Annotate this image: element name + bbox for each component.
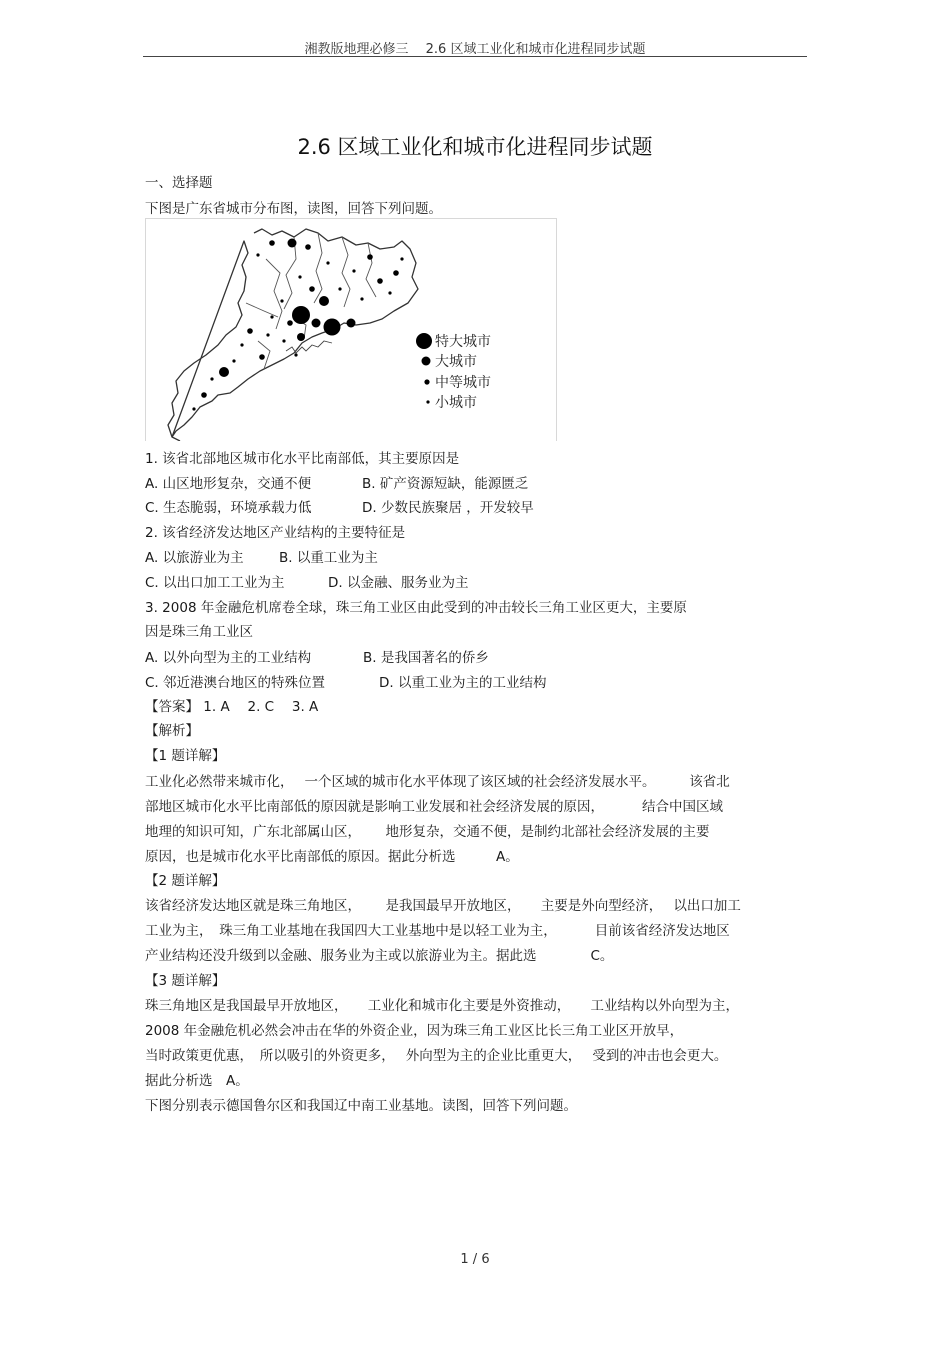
small-city-dot xyxy=(388,291,391,294)
legend-medium-city-label: 中等城市 xyxy=(435,375,491,391)
section-label: 一、选择题 xyxy=(145,175,213,191)
next-section-intro: 下图分别表示德国鲁尔区和我国辽中南工业基地。读图，回答下列问题。 xyxy=(145,1098,577,1114)
legend-small-city-label: 小城市 xyxy=(435,395,477,411)
question-3-option-c: C. 邻近港澳台地区的特殊位置 xyxy=(145,675,326,691)
map-intro: 下图是广东省城市分布图，读图，回答下列问题。 xyxy=(145,201,442,217)
medium-city-dot xyxy=(287,320,293,326)
detail-3-line: 珠三角地区是我国最早开放地区， 工业化和城市化主要是外资推动， 工业结构以外向型为主， xyxy=(145,998,739,1014)
question-2-stem: 2. 该省经济发达地区产业结构的主要特征是 xyxy=(145,525,406,541)
analysis-label: 【解析】 xyxy=(145,723,199,739)
small-city-dot xyxy=(298,275,301,278)
question-1-option-a: A. 山区地形复杂，交通不便 xyxy=(145,476,312,492)
small-city-dot xyxy=(210,377,213,380)
megacity-dot xyxy=(292,306,310,324)
large-city-dot xyxy=(347,319,356,328)
small-city-dot xyxy=(400,257,403,260)
large-city-dot xyxy=(319,296,329,306)
medium-city-dot xyxy=(201,392,207,398)
large-city-dot xyxy=(219,367,229,377)
small-city-dot xyxy=(256,253,259,256)
medium-city-dot xyxy=(269,240,275,246)
medium-city-dot xyxy=(377,278,383,284)
question-2-option-d: D. 以金融、服务业为主 xyxy=(328,575,469,591)
detail-3-line: 2008 年金融危机必然会冲击在华的外资企业，因为珠三角工业区比长三角工业区开放早， xyxy=(145,1023,684,1039)
megacity-dot xyxy=(324,319,341,336)
detail-1-label: 【1 题详解】 xyxy=(145,748,226,764)
detail-2-label: 【2 题详解】 xyxy=(145,873,226,889)
legend-megacity-symbol xyxy=(416,333,432,349)
small-city-dot xyxy=(192,407,195,410)
small-city-dot xyxy=(338,287,341,290)
detail-3-line: 据此分析选 A。 xyxy=(145,1073,249,1089)
small-city-dot xyxy=(294,353,297,356)
small-city-dot xyxy=(326,261,329,264)
question-1-option-c: C. 生态脆弱，环境承载力低 xyxy=(145,500,312,516)
question-3-stem-line1: 3. 2008 年金融危机席卷全球，珠三角工业区由此受到的冲击较长三角工业区更大，主要原 xyxy=(145,600,687,616)
page-number: 1 / 6 xyxy=(460,1252,490,1267)
question-3-option-d: D. 以重工业为主的工业结构 xyxy=(379,675,547,691)
question-3-option-a: A. 以外向型为主的工业结构 xyxy=(145,650,312,666)
internal-boundaries xyxy=(246,233,376,369)
header-rule xyxy=(143,56,807,57)
small-city-dot xyxy=(282,339,285,342)
question-1-option-b: B. 矿产资源短缺，能源匮乏 xyxy=(362,476,529,492)
detail-2-line: 工业为主， 珠三角工业基地在我国四大工业基地中是以轻工业为主， 目前该省经济发达地区 xyxy=(145,923,730,939)
province-outline xyxy=(168,229,418,441)
legend-medium-city-symbol xyxy=(424,379,429,384)
detail-1-line: 原因，也是城市化水平比南部低的原因。据此分析选 A。 xyxy=(145,849,519,865)
question-1-stem: 1. 该省北部地区城市化水平比南部低，其主要原因是 xyxy=(145,451,460,467)
detail-2-line: 该省经济发达地区就是珠三角地区， 是我国最早开放地区， 主要是外向型经济， 以出口加工 xyxy=(145,898,741,914)
detail-3-line: 当时政策更优惠， 所以吸引的外资更多， 外向型为主的企业比重更大， 受到的冲击也会更大。 xyxy=(145,1048,728,1064)
detail-1-line: 部地区城市化水平比南部低的原因就是影响工业发展和社会经济发展的原因， 结合中国区域 xyxy=(145,799,724,815)
detail-1-line: 工业化必然带来城市化， 一个区域的城市化水平体现了该区域的社会经济发展水平。 该省北 xyxy=(145,774,730,790)
medium-city-dot xyxy=(367,254,373,260)
small-city-dot xyxy=(266,333,269,336)
detail-2-line: 产业结构还没升级到以金融、服务业为主或以旅游业为主。据此选 C。 xyxy=(145,948,614,964)
medium-city-dot xyxy=(393,270,399,276)
detail-1-line: 地理的知识可知，广东北部属山区， 地形复杂，交通不便，是制约北部社会经济发展的主要 xyxy=(145,824,710,840)
small-city-dot xyxy=(352,269,355,272)
legend-large-city-symbol xyxy=(422,357,431,366)
medium-city-dot xyxy=(247,328,253,334)
large-city-dot xyxy=(297,333,305,341)
large-city-dot xyxy=(312,319,321,328)
small-city-dot xyxy=(232,359,235,362)
question-3-stem-line2: 因是珠三角工业区 xyxy=(145,624,253,640)
small-city-dot xyxy=(280,299,283,302)
legend-large-city-label: 大城市 xyxy=(435,354,477,370)
answer-line: 【答案】 1. A 2. C 3. A xyxy=(145,699,319,715)
question-1-option-d: D. 少数民族聚居 ，开发较早 xyxy=(362,500,534,516)
large-city-dot xyxy=(288,239,297,248)
medium-city-dot xyxy=(309,286,315,292)
small-city-dot xyxy=(240,343,243,346)
running-header: 湘教版地理必修三 2.6 区域工业化和城市化进程同步试题 xyxy=(304,42,646,57)
document-title: 2.6 区域工业化和城市化进程同步试题 xyxy=(297,135,653,159)
question-2-option-b: B. 以重工业为主 xyxy=(279,550,378,566)
coastline-detail xyxy=(286,341,332,353)
detail-3-label: 【3 题详解】 xyxy=(145,973,226,989)
question-2-option-c: C. 以出口加工工业为主 xyxy=(145,575,285,591)
small-city-dot xyxy=(270,315,273,318)
legend-small-city-symbol xyxy=(426,400,429,403)
map-legend xyxy=(416,333,491,411)
small-city-dot xyxy=(360,297,363,300)
medium-city-dot xyxy=(305,244,311,250)
legend-megacity-label: 特大城市 xyxy=(435,334,491,350)
guangdong-city-map xyxy=(145,218,557,441)
question-2-option-a: A. 以旅游业为主 xyxy=(145,550,244,566)
medium-city-dot xyxy=(259,354,265,360)
question-3-option-b: B. 是我国著名的侨乡 xyxy=(363,650,489,666)
